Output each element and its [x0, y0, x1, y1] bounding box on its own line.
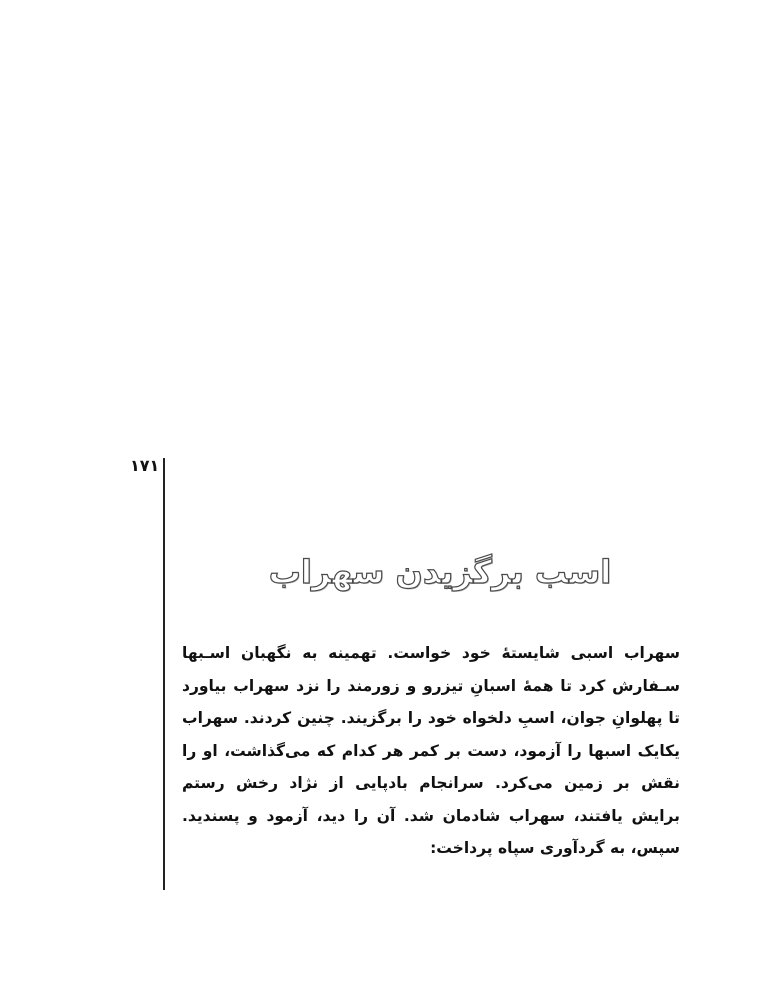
margin-rule [163, 458, 165, 890]
chapter-title: اسب برگزیدن سهراب [268, 553, 612, 592]
body-paragraph: سهراب اسبی شایستهٔ خود خواست. تهمینه به نگهبان اسـبها سـفارش کرد تا همهٔ اسبانِ تیزرو و زورمند را نزد سهراب بیاورد تا پهلوانِ جوان، اسبِ دلخواه خود را برگزیند. چنین کردند. سهراب یکایک اسبها را آزمود، دست بر کمر هر کدام که می‌گذاشت، او را نقش بر زمین می‌کرد. سرانجام بادپایی از نژاد رخش رستم برایش یافتند، سهراب شادمان شد. آن را دید، آزمود و پسندید. سپس، به گردآوری سپاه پرداخت: [182, 644, 680, 857]
page-number: ۱۷۱ [130, 456, 160, 475]
